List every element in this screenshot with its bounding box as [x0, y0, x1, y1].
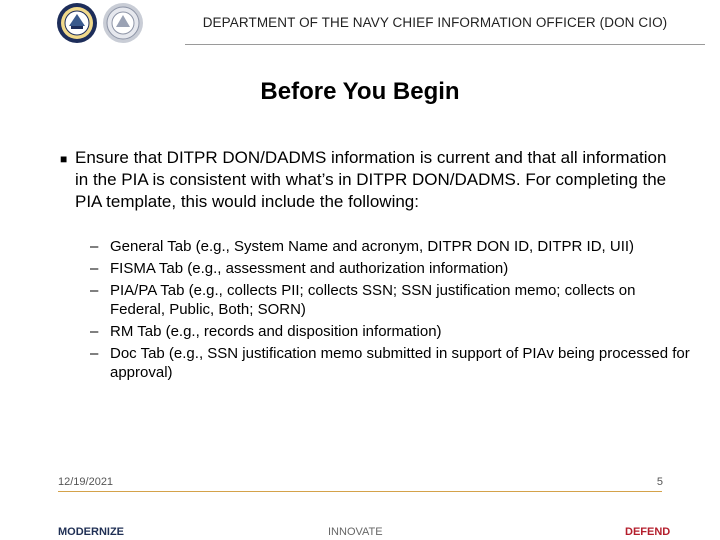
header-divider [185, 44, 705, 45]
list-item-text: General Tab (e.g., System Name and acronym, DITPR DON ID, DITPR ID, UII) [110, 238, 635, 255]
footer-innovate: INNOVATE [328, 526, 383, 538]
list-item [90, 344, 690, 382]
header-seals [56, 2, 148, 44]
navy-seal-icon [56, 2, 148, 44]
main-bullet [60, 147, 670, 213]
dash-bullet-icon: – [90, 345, 99, 362]
slide-title: Before You Begin [260, 78, 460, 105]
list-item-text: PIA/PA Tab (e.g., collects PII; collects SSN; SSN justification memo; collects on Federal, Public, Both; SORN) [110, 282, 636, 318]
list-item-text: Doc Tab (e.g., SSN justification memo submitted in support of PIAv being processed for approval) [110, 345, 690, 381]
dash-bullet-icon: – [90, 260, 99, 277]
list-item [90, 322, 690, 341]
slide-date: 12/19/2021 [58, 476, 114, 488]
dash-bullet-icon: – [90, 323, 99, 340]
list-item-text: RM Tab (e.g., records and disposition information) [110, 323, 442, 340]
list-item [90, 237, 690, 256]
footer-divider [58, 491, 662, 492]
list-item-text: FISMA Tab (e.g., assessment and authorization information) [110, 260, 509, 277]
dash-bullet-icon: – [90, 282, 99, 299]
main-bullet-text: Ensure that DITPR DON/DADMS information is current and that all information in the PIA is consistent with what’s in DITPR DON/DADMS. For completing the PIA template, this would include the following: [75, 148, 667, 211]
list-item [90, 281, 690, 319]
list-item [90, 259, 690, 278]
page-number: 5 [656, 476, 663, 488]
header-title: DEPARTMENT OF THE NAVY CHIEF INFORMATION OFFICER (DON CIO) [202, 15, 668, 30]
sub-bullet-list [90, 237, 690, 385]
footer-defend: DEFEND [625, 526, 671, 538]
dash-bullet-icon: – [90, 238, 99, 255]
footer-modernize: MODERNIZE [58, 526, 124, 538]
square-bullet-icon: ■ [60, 152, 68, 166]
